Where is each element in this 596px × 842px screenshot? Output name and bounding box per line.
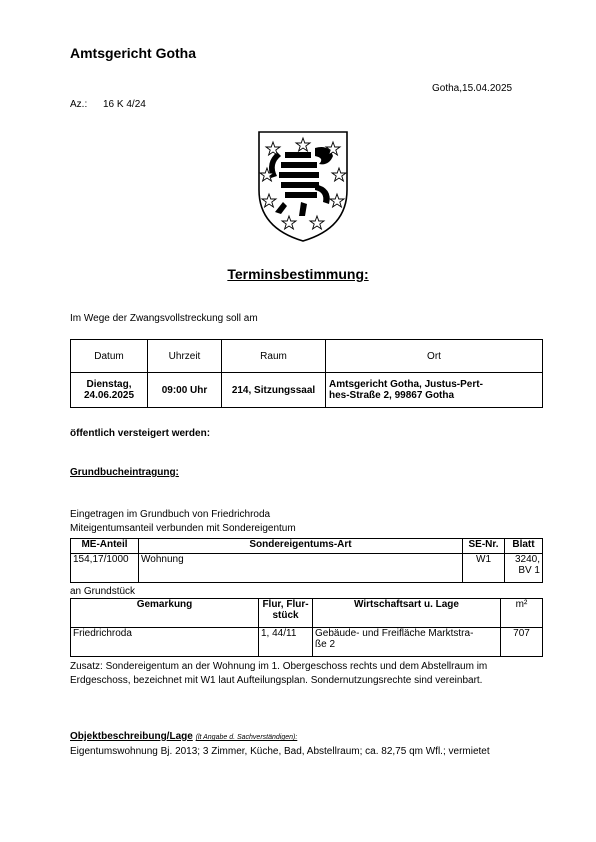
table-header-row [71,599,543,628]
table-row [71,373,543,408]
termin-date-line2: 24.06.2025 [83,390,135,401]
place-date: Gotha,15.04.2025 [432,83,513,94]
wirtschaftsart-line1: Gebäude- und Freifläche Marktstra- [315,628,474,639]
az-value: 16 K 4/24 [103,99,146,110]
termin-place-line1: Amtsgericht Gotha, Justus-Pert- [329,379,483,390]
column-header: Ort [326,340,543,373]
blatt-line1: 3240, [514,554,540,565]
termin-place [326,373,543,408]
zusatz-text: Zusatz: Sondereigentum an der Wohnung im 1. Obergeschoss rechts und dem Abstellraum im Erdgeschoss, bezeichnet mit W1 laut Aufteilungsplan. Sondernutzungsrechte sind vereinbart. [70,661,488,686]
objekt-note: (lt Angabe d. Sachverständigen): [195,734,298,741]
column-header: Wirtschaftsart u. Lage [313,599,501,628]
column-header: Sondereigentums-Art [139,539,463,554]
blatt-line2: BV 1 [518,565,540,576]
az-label: Az.: [70,99,88,110]
column-header: Datum [71,340,148,373]
objekt-heading-line [70,731,297,742]
me-anteil-table [70,538,543,583]
termin-place-line2: hes-Straße 2, 99867 Gotha [329,390,455,401]
thuringia-coat-of-arms-icon [255,128,351,244]
wirtschaftsart-line2: ße 2 [315,639,336,650]
objekt-text: Eigentumswohnung Bj. 2013; 3 Zimmer, Küche, Bad, Abstellraum; ca. 82,75 qm Wfl.; vermietet [70,746,490,757]
grundstueck-label: an Grundstück [70,586,136,597]
termin-date [71,373,148,408]
sold-text: öffentlich versteigert werden: [70,428,211,439]
column-header [259,599,313,628]
column-header: ME-Anteil [71,539,139,554]
gemarkung: Friedrichroda [71,628,259,657]
table-row [71,628,543,657]
se-nr: W1 [463,554,505,583]
se-art: Wohnung [139,554,463,583]
section-heading-grundbuch: Grundbucheintragung: [70,467,179,478]
column-header: m² [501,599,543,628]
column-header: Blatt [505,539,543,554]
grundbuch-line2: Miteigentumsanteil verbunden mit Sondereigentum [70,523,296,534]
section-heading-objekt: Objektbeschreibung/Lage [70,731,193,742]
column-header: Raum [222,340,326,373]
gemarkung-table [70,598,543,657]
termin-time: 09:00 Uhr [148,373,222,408]
page-title: Terminsbestimmung: [227,266,369,282]
termin-table [70,339,543,408]
table-header-row [71,340,543,373]
area-m2: 707 [501,628,543,657]
column-header-line2: stück [272,610,299,621]
table-row [71,554,543,583]
table-header-row [71,539,543,554]
column-header: Uhrzeit [148,340,222,373]
blatt [505,554,543,583]
termin-room: 214, Sitzungssaal [222,373,326,408]
wirtschaftsart [313,628,501,657]
column-header: Gemarkung [71,599,259,628]
grundbuch-line1: Eingetragen im Grundbuch von Friedrichroda [70,509,271,520]
court-name: Amtsgericht Gotha [70,45,197,61]
me-anteil: 154,17/1000 [71,554,139,583]
flur-flurstueck: 1, 44/11 [259,628,313,657]
column-header: SE-Nr. [463,539,505,554]
column-header-line1: Flur, Flur- [262,599,309,610]
intro-text: Im Wege der Zwangsvollstreckung soll am [70,313,258,324]
termin-date-line1: Dienstag, [86,379,132,390]
